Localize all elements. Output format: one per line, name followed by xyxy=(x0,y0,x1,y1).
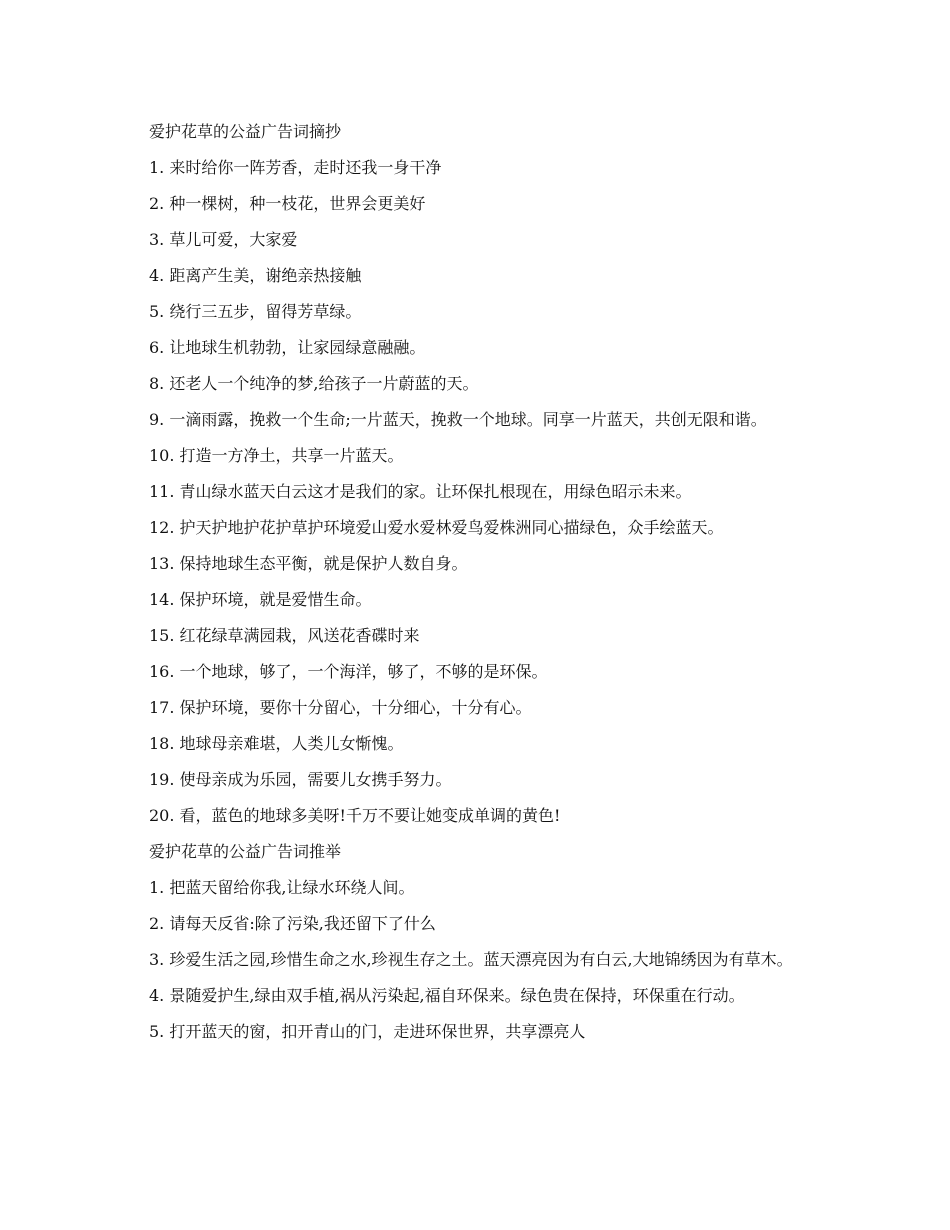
slogan-item: 11. 青山绿水蓝天白云这才是我们的家。让环保扎根现在，用绿色昭示未来。 xyxy=(149,482,692,501)
slogan-item: 6. 让地球生机勃勃，让家园绿意融融。 xyxy=(149,338,426,357)
slogan-item: 2. 请每天反省:除了污染,我还留下了什么 xyxy=(149,914,436,933)
slogan-item: 19. 使母亲成为乐园，需要儿女携手努力。 xyxy=(149,770,452,789)
slogan-item: 1. 来时给你一阵芳香，走时还我一身干净 xyxy=(149,158,442,177)
slogan-item: 9. 一滴雨露，挽救一个生命;一片蓝天，挽救一个地球。同享一片蓝天，共创无限和谐。 xyxy=(149,410,767,429)
slogan-item: 12. 护天护地护花护草护环境爱山爱水爱林爱鸟爱株洲同心描绿色，众手绘蓝天。 xyxy=(149,518,724,537)
slogan-item: 18. 地球母亲难堪，人类儿女惭愧。 xyxy=(149,734,404,753)
slogan-item: 4. 景随爱护生,绿由双手植,祸从污染起,福自环保来。绿色贵在保持，环保重在行动。 xyxy=(149,986,745,1005)
slogan-item: 1. 把蓝天留给你我,让绿水环绕人间。 xyxy=(149,878,415,897)
slogan-item: 15. 红花绿草满园栽，风送花香碟时来 xyxy=(149,626,420,645)
slogan-item: 17. 保护环境，要你十分留心，十分细心，十分有心。 xyxy=(149,698,532,717)
slogan-item: 3. 草儿可爱，大家爱 xyxy=(149,230,298,249)
slogan-item: 5. 绕行三五步，留得芳草绿。 xyxy=(149,302,362,321)
slogan-item: 8. 还老人一个纯净的梦,给孩子一片蔚蓝的天。 xyxy=(149,374,479,393)
document-body xyxy=(113,122,838,1058)
slogan-item: 2. 种一棵树，种一枝花，世界会更美好 xyxy=(149,194,426,213)
section-heading: 爱护花草的公益广告词推举 xyxy=(149,842,342,861)
slogan-item: 14. 保护环境，就是爱惜生命。 xyxy=(149,590,372,609)
slogan-item: 4. 距离产生美，谢绝亲热接触 xyxy=(149,266,362,285)
slogan-item: 3. 珍爱生活之园,珍惜生命之水,珍视生存之土。蓝天漂亮因为有白云,大地锦绣因为有草木。 xyxy=(149,950,793,969)
slogan-item: 20. 看，蓝色的地球多美呀!千万不要让她变成单调的黄色! xyxy=(149,806,561,825)
section-heading: 爱护花草的公益广告词摘抄 xyxy=(149,122,342,141)
slogan-item: 5. 打开蓝天的窗，扣开青山的门，走进环保世界，共享漂亮人 xyxy=(149,1022,586,1041)
slogan-item: 16. 一个地球，够了，一个海洋，够了，不够的是环保。 xyxy=(149,662,548,681)
slogan-item: 13. 保持地球生态平衡，就是保护人数自身。 xyxy=(149,554,468,573)
slogan-item: 10. 打造一方净土，共享一片蓝天。 xyxy=(149,446,404,465)
